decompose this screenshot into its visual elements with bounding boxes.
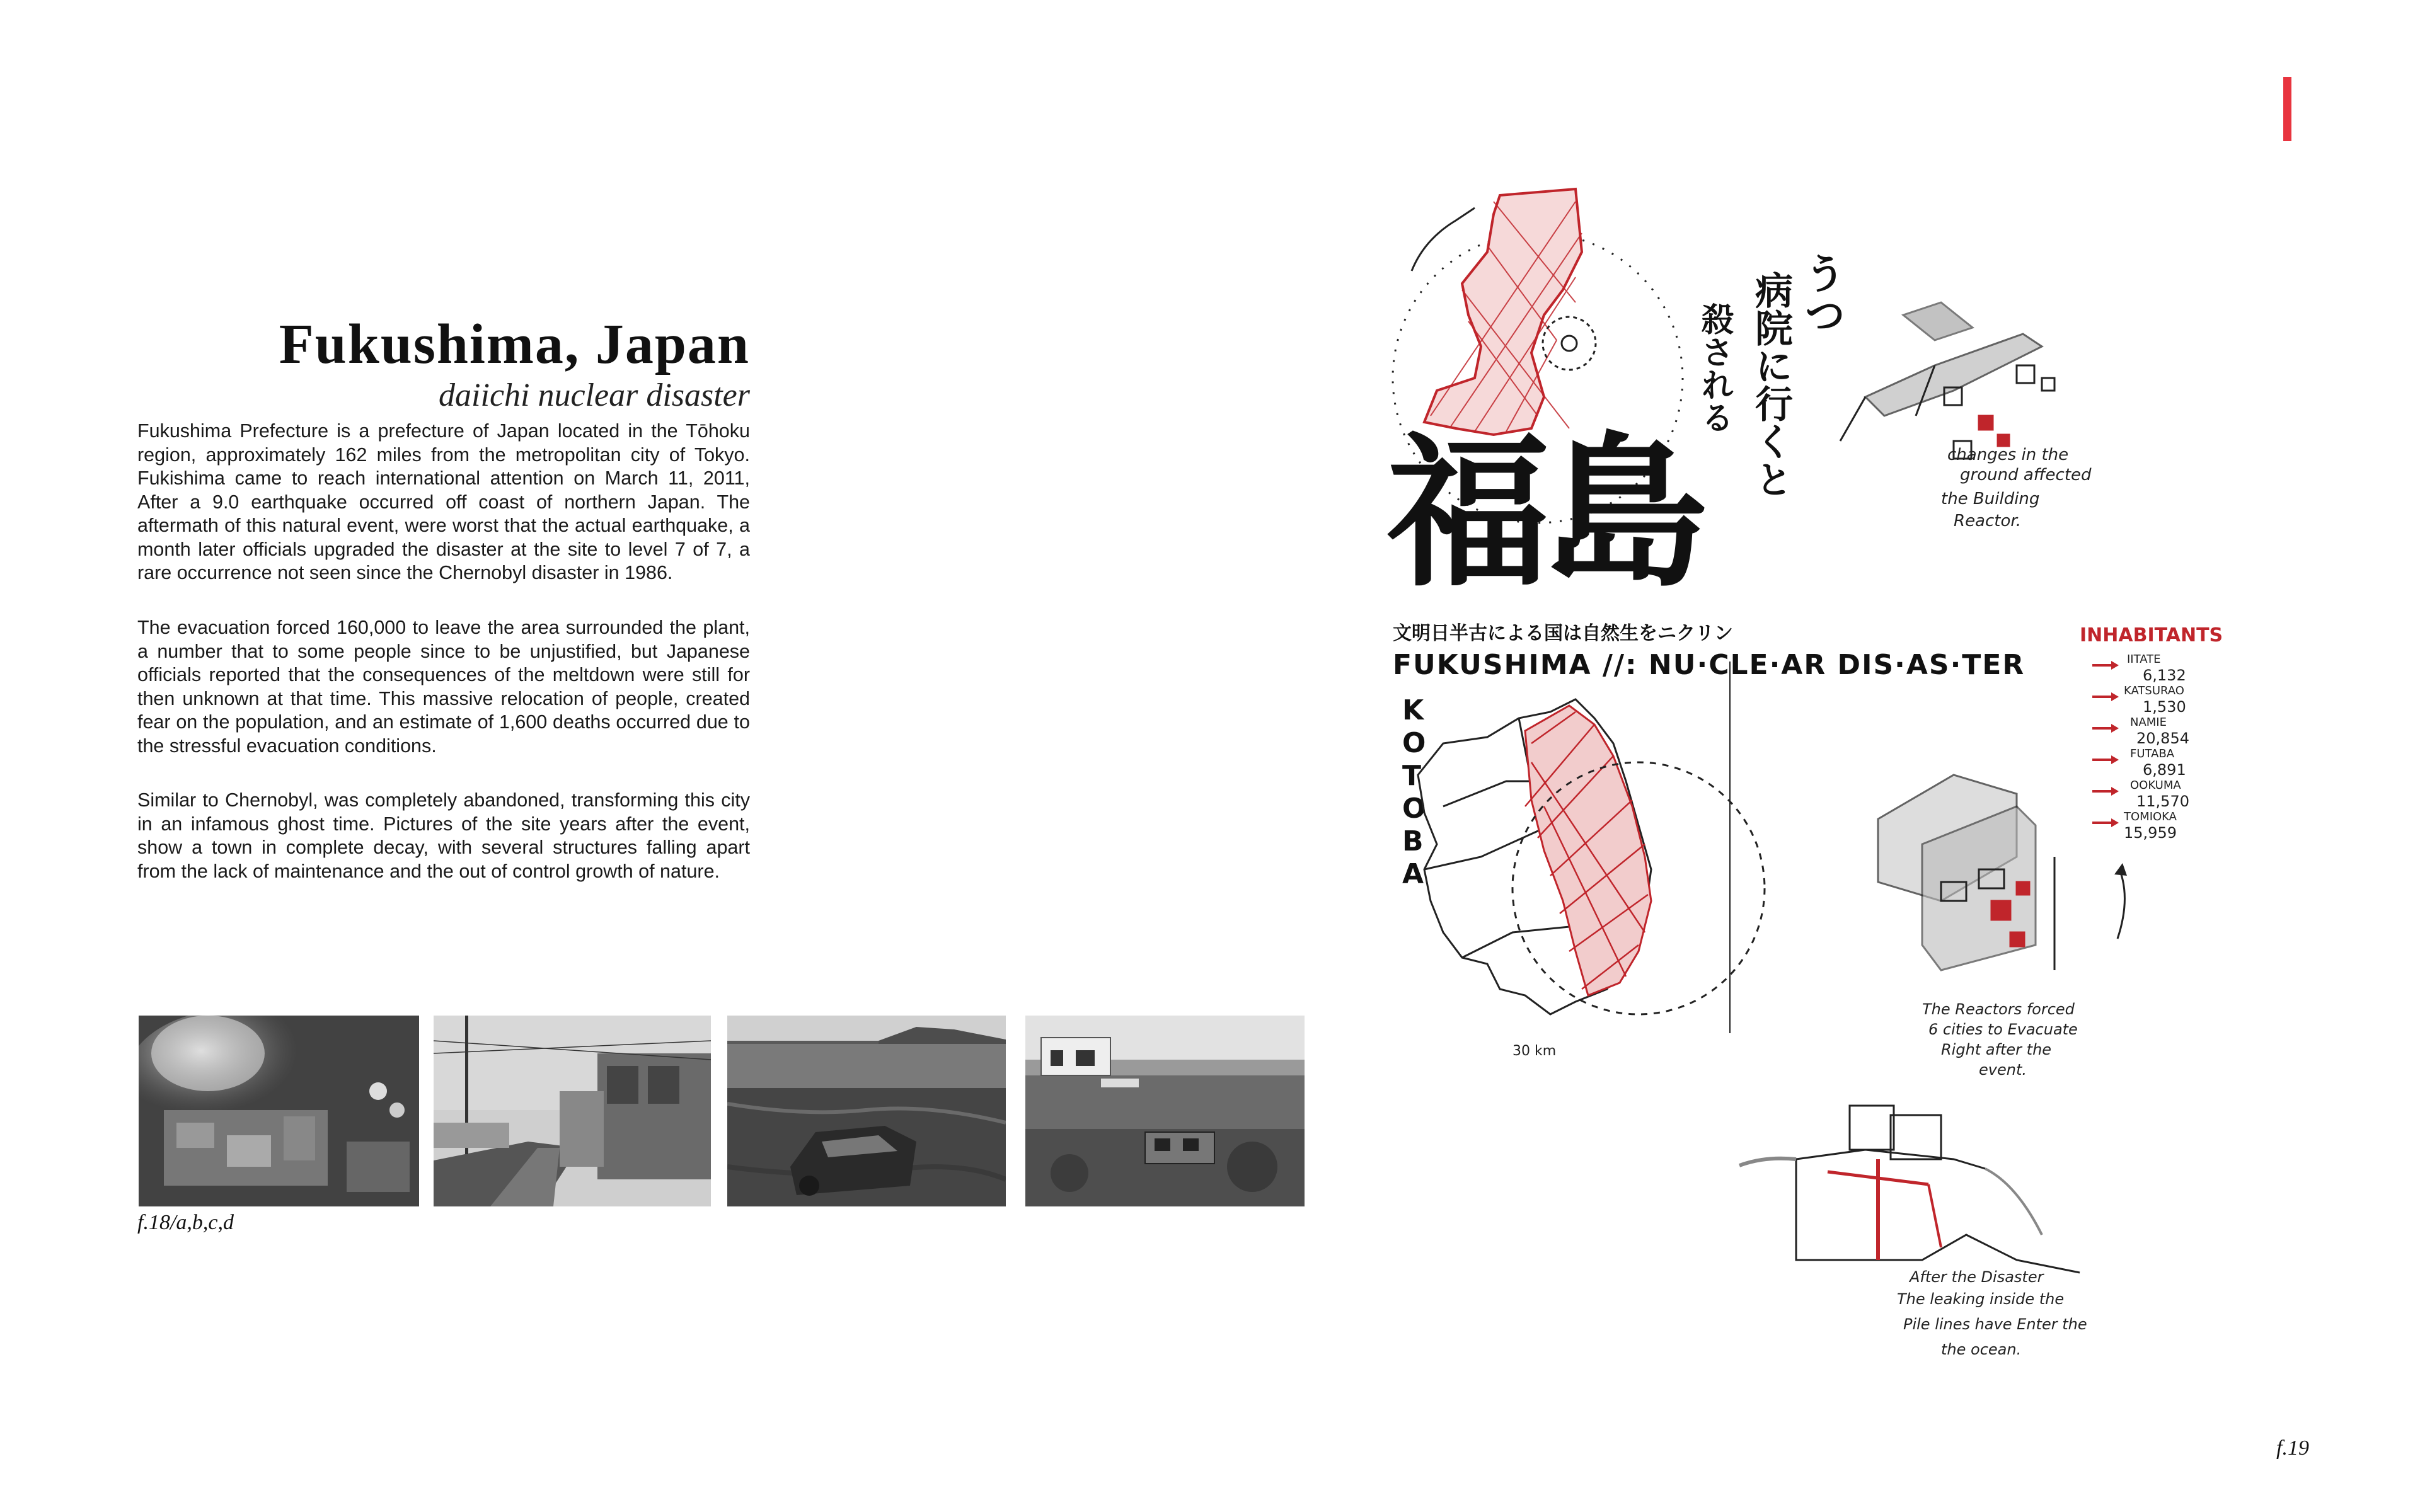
svg-text:20,854: 20,854 <box>2136 730 2189 747</box>
inhabitant-entry <box>2092 810 2177 842</box>
kotoba-label <box>1402 694 1426 890</box>
svg-text:1,530: 1,530 <box>2143 698 2186 716</box>
svg-text:IITATE: IITATE <box>2127 653 2161 666</box>
svg-text:6 cities to Evacuate: 6 cities to Evacuate <box>1928 1021 2078 1038</box>
svg-text:Right after the: Right after the <box>1941 1041 2052 1058</box>
svg-text:Reactor.: Reactor. <box>1954 512 2021 530</box>
svg-text:T: T <box>1402 760 1422 792</box>
building-sketch-top <box>1840 302 2054 459</box>
svg-text:ground affected: ground affected <box>1960 466 2092 484</box>
photo-aerial-plant <box>139 1016 419 1206</box>
svg-text:changes in the: changes in the <box>1947 445 2069 464</box>
page-subtitle: daiichi nuclear disaster <box>439 377 750 413</box>
figure-caption-left: f.18/a,b,c,d <box>137 1211 234 1234</box>
accent-bar <box>2283 77 2291 141</box>
photo-abandoned-street <box>434 1016 711 1206</box>
svg-text:15,959: 15,959 <box>2124 824 2177 842</box>
figure-caption-right: f.19 <box>2276 1436 2309 1460</box>
vertical-text-1: うつ <box>1797 252 1846 335</box>
svg-text:OOKUMA: OOKUMA <box>2130 779 2181 792</box>
inhabitants-list <box>2092 653 2189 842</box>
svg-text:B: B <box>1402 825 1424 857</box>
note-reactors <box>1922 1000 2078 1079</box>
map-distance-label: 30 km <box>1512 1043 1557 1059</box>
japanese-subtitle: 文明日半古による国は自然生をニクリン <box>1393 622 1733 644</box>
inhabitant-entry <box>2092 653 2186 684</box>
svg-text:11,570: 11,570 <box>2136 793 2189 810</box>
headline: FUKUSHIMA //: NU·CLE·AR DIS·AS·TER <box>1393 649 2025 681</box>
svg-text:A: A <box>1402 858 1424 890</box>
vertical-text-3: 殺される <box>1695 302 1733 433</box>
inhabitant-entry <box>2092 716 2189 747</box>
photo-coastal-ruins <box>1025 1016 1305 1206</box>
inhabitant-entry <box>2092 779 2189 810</box>
ruins-sketch <box>1878 775 2054 970</box>
page-title: Fukushima, Japan <box>279 313 750 375</box>
svg-text:6,891: 6,891 <box>2143 761 2186 779</box>
svg-text:The leaking inside the: The leaking inside the <box>1897 1290 2065 1308</box>
svg-text:the Building: the Building <box>1941 490 2040 508</box>
svg-text:NAMIE: NAMIE <box>2130 716 2167 729</box>
svg-text:KATSURAO: KATSURAO <box>2124 684 2184 697</box>
note-disaster <box>1897 1268 2087 1358</box>
svg-text:Pile lines have Enter the: Pile lines have Enter the <box>1903 1315 2087 1333</box>
evacuation-zone-hatch <box>1525 706 1651 995</box>
inhabitants-title: INHABITANTS <box>2080 624 2223 646</box>
photo-flooded-field <box>727 1016 1006 1206</box>
svg-text:O: O <box>1402 727 1426 759</box>
body-paragraph-3: Similar to Chernobyl, was completely abandoned, transforming this city in an infamous ghost time. Pictures of the site years after the event, show a town in complete decay, with several structures falling apart from the lack of maintenance and the out of control growth of nature. <box>137 789 750 882</box>
vertical-japanese-text <box>1695 252 1846 498</box>
svg-text:K: K <box>1402 694 1424 726</box>
svg-text:O: O <box>1402 793 1426 825</box>
body-paragraph-1: Fukushima Prefecture is a prefecture of Japan located in the Tōhoku region, approximately 162 miles from the metropolitan city of Tokyo. Fukishima came to reach international attention on March 11, 2011, After a 9.0 earthquake occurred off coast of northern Japan. The aftermath of this natural event, were worst that the actual earthquake, a month later officials upgraded the disaster at the site to level 7 of 7, a rare occurrence not seen since the Chernobyl disaster in 1986. <box>137 420 750 583</box>
svg-text:The Reactors forced: The Reactors forced <box>1922 1000 2075 1018</box>
svg-text:After the Disaster: After the Disaster <box>1910 1268 2044 1286</box>
main-kanji: 福島 <box>1386 419 1702 609</box>
cross-section-sketch <box>1739 1106 2080 1273</box>
fukushima-sketch <box>1386 176 2363 1405</box>
svg-text:6,132: 6,132 <box>2143 667 2186 684</box>
inhabitant-entry <box>2092 684 2186 716</box>
svg-text:the ocean.: the ocean. <box>1941 1341 2022 1358</box>
body-paragraph-2: The evacuation forced 160,000 to leave the area surrounded the plant, a number that to some people since to be unjustified, but Japanese officials reported that the consequences of the meltdown were still for then unknown at that time. This massive relocation of people, created fear on the population, and an estimate of 1,600 deaths occurred due to the stressful evacuation conditions. <box>137 617 750 757</box>
svg-text:TOMIOKA: TOMIOKA <box>2124 810 2177 823</box>
inhabitant-entry <box>2092 747 2186 779</box>
svg-text:event.: event. <box>1979 1061 2027 1079</box>
vertical-text-2: 病院に行くと <box>1749 271 1793 498</box>
svg-text:FUTABA: FUTABA <box>2130 747 2175 760</box>
note-ground <box>1941 445 2092 530</box>
